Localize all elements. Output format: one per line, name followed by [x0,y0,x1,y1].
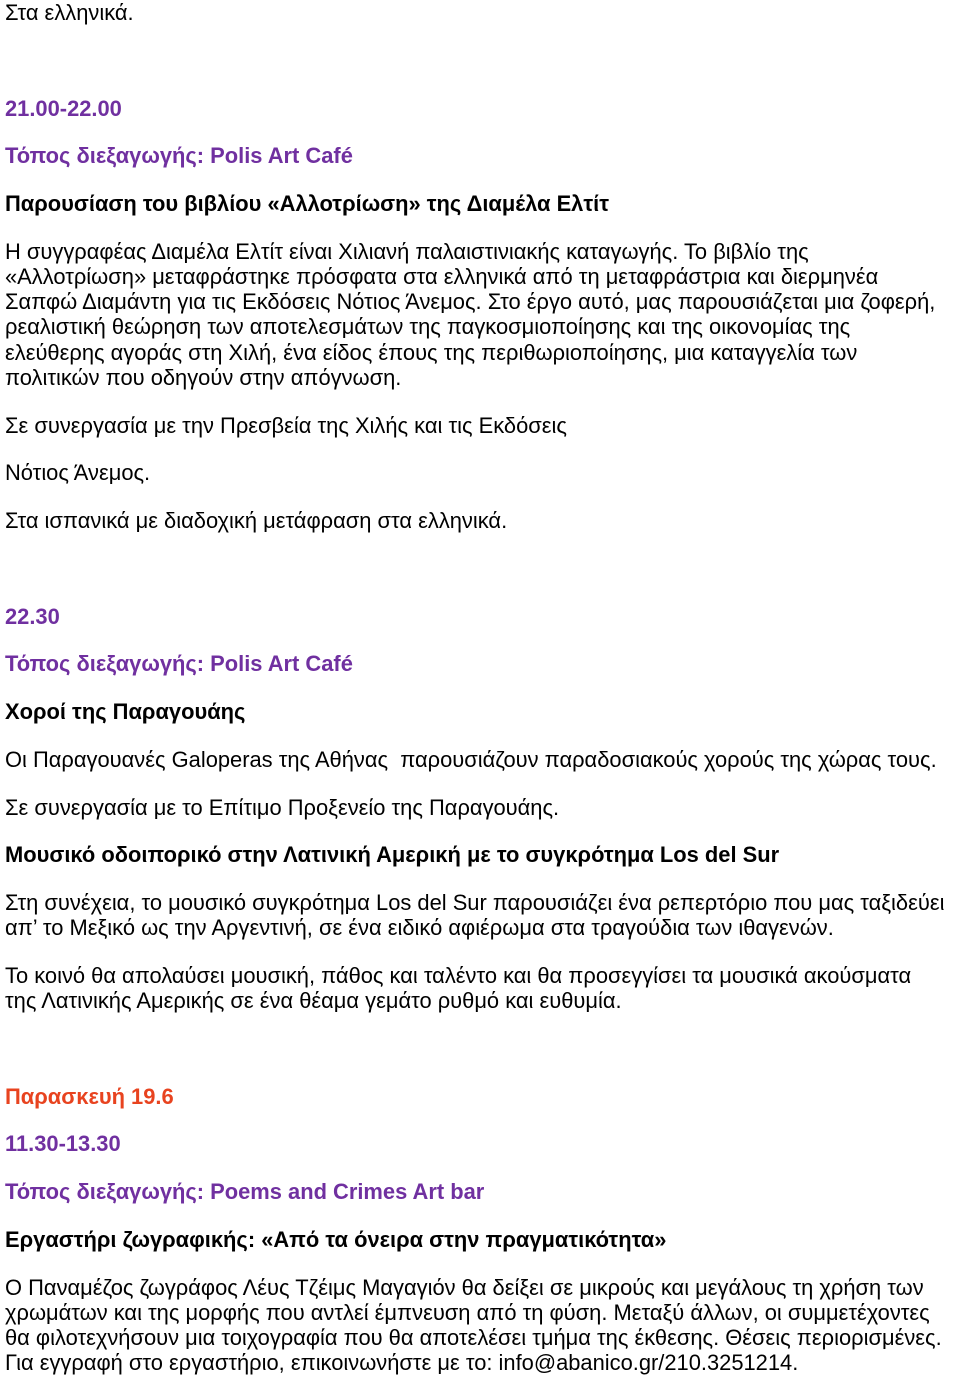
book-event-title: Παρουσίαση του βιβλίου «Αλλοτρίωση» της Διαμέλα Ελτίτ [5,191,609,216]
workshop-event-description-line: θα φιλοτεχνήσουν μια τοιχογραφία που θα αποτελέσει τμήμα της έκθεσης. Θέσεις περιορισμένες. [5,1325,942,1351]
book-event-partnership-publisher: Νότιος Άνεμος. [5,460,151,486]
music-event-paragraph-line: Το κοινό θα απολαύσει μουσική, πάθος και ταλέντο και θα προσεγγίσει τα μουσικά ακούσματα [5,962,912,988]
book-event-description [5,239,960,390]
dance-event-title: Χοροί της Παραγουάης [5,699,246,725]
book-event-venue: Τόπος διεξαγωγής: Polis Art Café [5,143,353,169]
music-event-title: Μουσικό οδοιπορικό στην Λατινική Αμερική με το συγκρότημα Los del Sur [5,842,780,868]
book-event-description-line: ρεαλιστική θεώρηση των αποτελεσμάτων της παγκοσμιοποίησης και της οικονομίας της [5,314,851,340]
music-event-paragraph-line: της Λατινικής Αμερικής σε ένα θέαμα γεμάτο ρυθμό και ευθυμία. [5,988,622,1014]
workshop-event-description-line: Για εγγραφή στο εργαστήριο, επικοινωνήστε με το: info@abanico.gr/210.3251214. [5,1350,799,1376]
lead-line: Στα ελληνικά. [5,0,134,25]
workshop-event-title: Εργαστήρι ζωγραφικής: «Από τα όνειρα στην πραγματικότητα» [5,1226,667,1252]
book-event-description-line: πολιτικών που οδηγούν στην απόγνωση. [5,364,402,390]
music-event-paragraph-line: Στη συνέχεια, το μουσικό συγκρότημα Los del Sur παρουσιάζει ένα ρεπερτόριο που μας ταξιδεύει [5,890,945,916]
music-event-paragraph [5,963,960,1013]
dance-event-time: 22.30 [5,603,60,629]
workshop-event-description-line: Ο Παναμέζος ζωγράφος Λέυς Τζέιμς Μαγαγιόν θα δείξει σε μικρούς και μεγάλους τη χρήση των [5,1274,924,1300]
music-event-paragraph [5,890,960,940]
book-event-partnership: Σε συνεργασία με την Πρεσβεία της Χιλής και τις Εκδόσεις [5,412,567,438]
dance-event-partnership: Σε συνεργασία με το Επίτιμο Προξενείο της Παραγουάης. [5,794,560,820]
book-event-description-line: ελεύθερης αγοράς στη Χιλή, ένα είδος έπους της περιθωριοποίησης, μια καταγγελία των [5,339,858,365]
dance-event-description: Οι Παραγουανές Galoperas της Αθήνας παρουσιάζουν παραδοσιακούς χορούς της χώρας τους. [5,746,937,772]
dance-event-venue: Τόπος διεξαγωγής: Polis Art Café [5,651,353,677]
book-event-language-note: Στα ισπανικά με διαδοχική μετάφραση στα ελληνικά. [5,508,508,534]
book-event-description-line: Η συγγραφέας Διαμέλα Ελτίτ είναι Χιλιανή παλαιστινιακής καταγωγής. Το βιβλίο της [5,238,809,264]
book-event-description-line: «Αλλοτρίωση» μεταφράστηκε πρόσφατα στα ελληνικά από τη μεταφράστρια και διερμηνέα [5,263,879,289]
workshop-event-time: 11.30-13.30 [5,1131,121,1157]
music-event-paragraph-line: απ’ το Μεξικό ως την Αργεντινή, σε ένα ειδικό αφιέρωμα στα τραγούδια των ιθαγενών. [5,915,834,941]
friday-day-heading: Παρασκευή 19.6 [5,1083,174,1109]
workshop-event-description-line: χρωμάτων και της μορφής που αντλεί έμπνευση από τη φύση. Μεταξύ άλλων, οι συμμετέχοντες [5,1299,930,1325]
workshop-event-description [5,1275,960,1376]
workshop-event-venue: Τόπος διεξαγωγής: Poems and Crimes Art bar [5,1179,485,1205]
book-event-description-line: Σαπφώ Διαμάντη για τις Εκδόσεις Νότιος Άνεμος. Στο έργο αυτό, μας παρουσιάζεται μια ζοφερή, [5,289,936,315]
book-event-time: 21.00-22.00 [5,95,122,121]
